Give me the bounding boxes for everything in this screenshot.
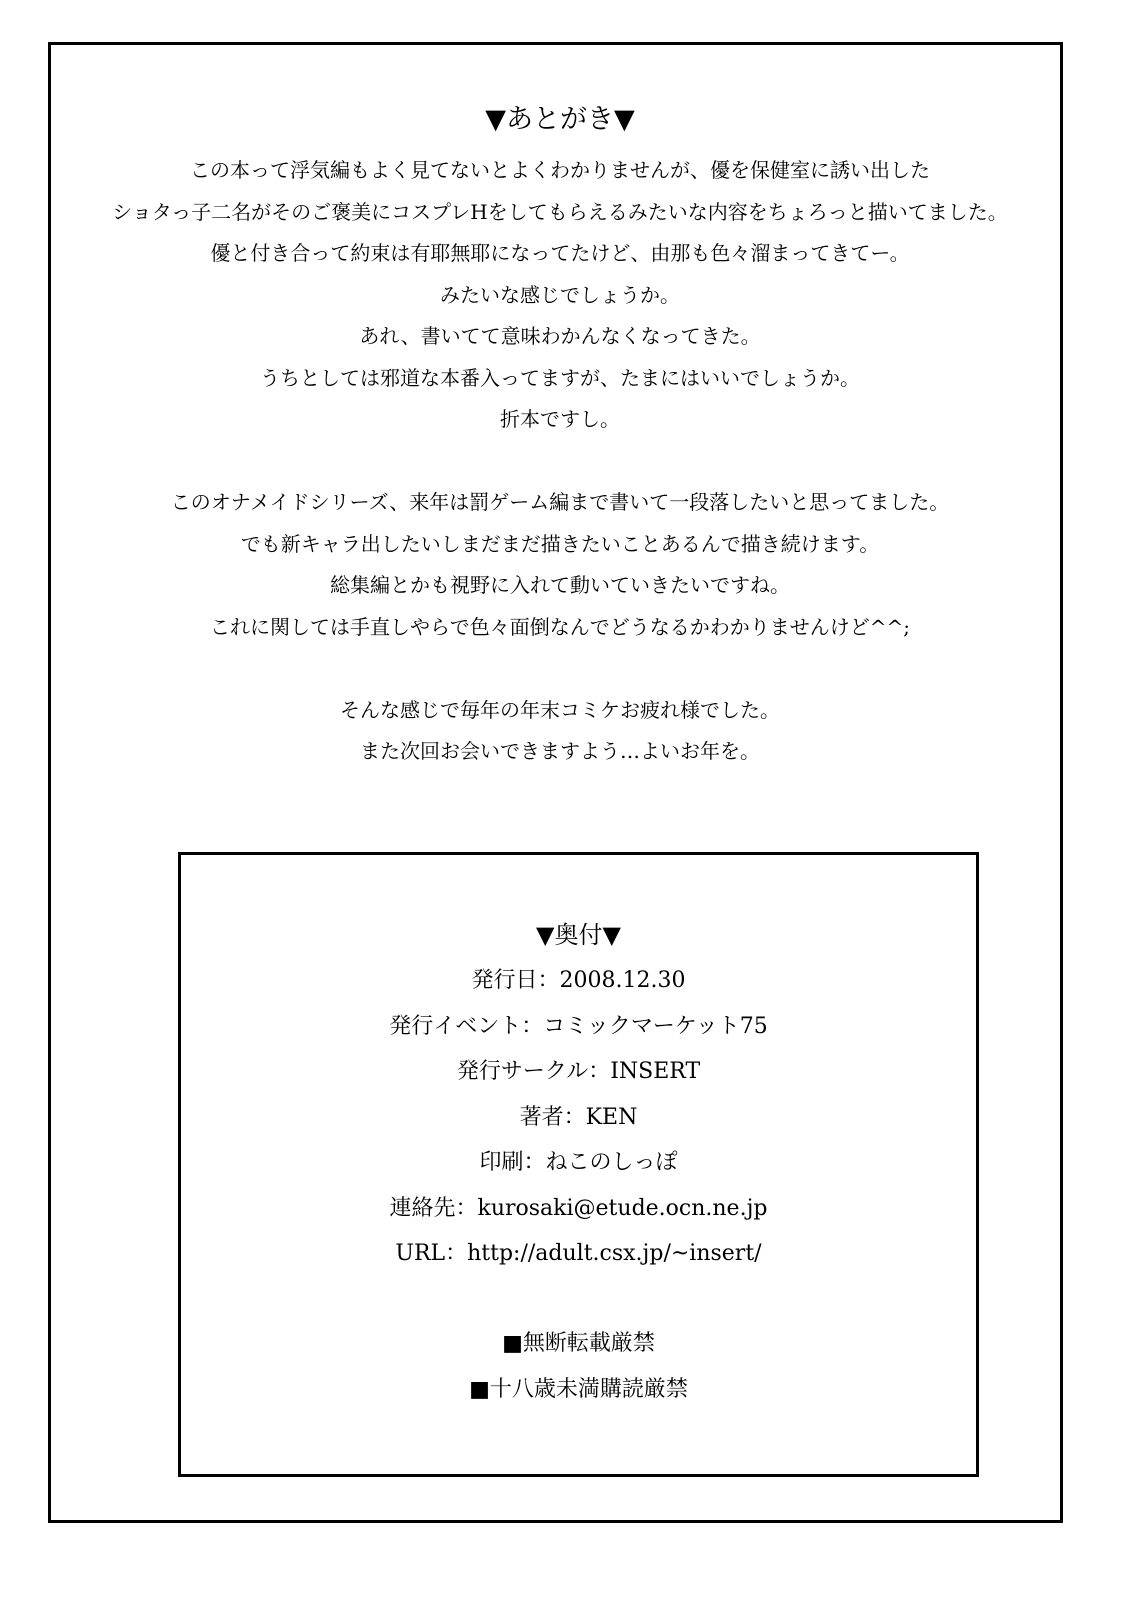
afterword-line: この本って浮気編もよく見てないとよくわかりませんが、優を保健室に誘い出した bbox=[190, 158, 930, 182]
colophon-url: URL：http://adult.csx.jp/~insert/ bbox=[395, 1241, 762, 1266]
notice-age-restriction: ■十八歳未満購読厳禁 bbox=[469, 1376, 688, 1402]
afterword-line: これに関しては手直しやらで色々面倒なんでどうなるかわかりませんけど^^; bbox=[209, 614, 911, 639]
colophon-event: 発行イベント：コミックマーケット75 bbox=[389, 1013, 768, 1039]
afterword-body bbox=[60, 150, 1060, 773]
afterword-line: 優と付き合って約束は有耶無耶になってたけど、由那も色々溜まってきてー。 bbox=[210, 241, 910, 265]
afterword-line: うちとしては邪道な本番入ってますが、たまにはいいでしょうか。 bbox=[260, 365, 860, 390]
afterword-line: ショタっ子二名がそのご褒美にコスプレHをしてもらえるみたいな内容をちょろっと描いてました。 bbox=[112, 199, 1008, 224]
afterword-line: 総集編とかも視野に入れて動いていきたいですね。 bbox=[330, 573, 790, 597]
colophon-printer: 印刷：ねこのしっぽ bbox=[479, 1150, 678, 1175]
colophon-author: 著者：KEN bbox=[519, 1104, 638, 1130]
colophon-section bbox=[178, 912, 979, 1413]
colophon-date: 発行日：2008.12.30 bbox=[471, 968, 686, 993]
afterword-line: また次回お会いできますよう…よいお年を。 bbox=[360, 739, 760, 763]
afterword-line: そんな感じで毎年の年末コミケお疲れ様でした。 bbox=[340, 697, 780, 722]
notices bbox=[178, 1321, 979, 1413]
colophon-contact: 連絡先：kurosaki@etude.ocn.ne.jp bbox=[389, 1195, 768, 1221]
afterword-line: みたいな感じでしょうか。 bbox=[440, 282, 680, 307]
afterword-line: 折本ですし。 bbox=[500, 407, 620, 431]
notice-no-reprint: ■無断転載厳禁 bbox=[502, 1330, 655, 1356]
afterword-line: あれ、書いてて意味わかんなくなってきた。 bbox=[359, 324, 761, 348]
paragraph-break bbox=[60, 441, 1060, 483]
afterword-line: でも新キャラ出したいしまだまだ描きたいことあるんで描き続けます。 bbox=[240, 531, 880, 556]
colophon-title: ▼奥付▼ bbox=[536, 921, 621, 949]
afterword-section bbox=[60, 98, 1060, 773]
paragraph-break bbox=[60, 648, 1060, 690]
colophon-circle: 発行サークル：INSERT bbox=[456, 1059, 701, 1084]
afterword-title: ▼あとがき▼ bbox=[485, 104, 635, 135]
afterword-line: このオナメイドシリーズ、来年は罰ゲーム編まで書いて一段落したいと思ってました。 bbox=[170, 490, 950, 514]
